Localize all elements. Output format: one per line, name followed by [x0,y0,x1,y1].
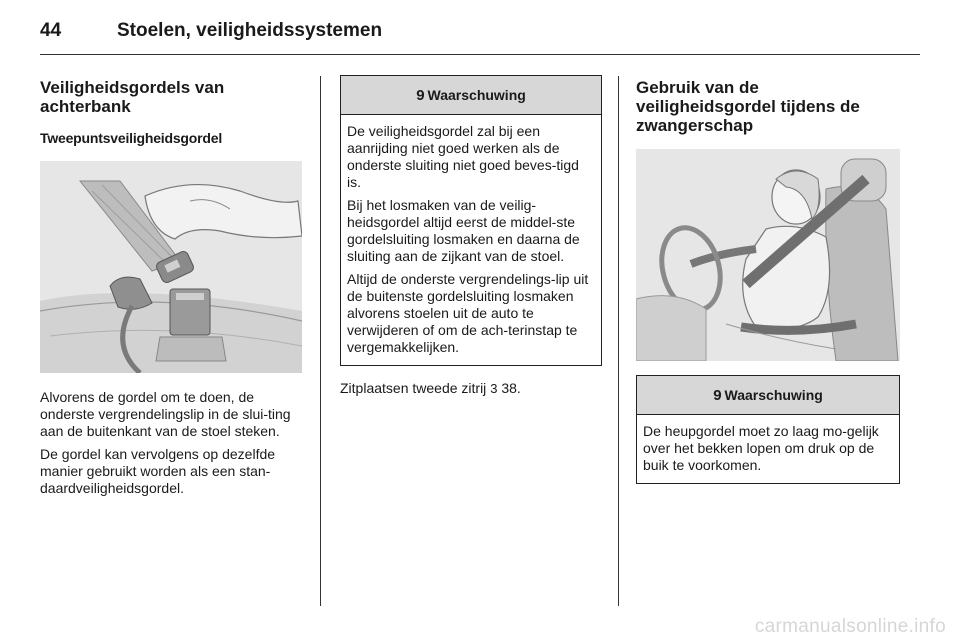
warning-paragraph: De heupgordel moet zo laag mo-gelijk over het bekken lopen om druk op de buik te voorkomen. [643,423,879,473]
column-pregnancy [636,78,900,484]
column-rear-seat-belts [40,78,302,503]
warning-box-rear-belt [340,75,602,366]
column-divider-2 [618,76,619,606]
header-rule [40,54,920,55]
warning-header [637,376,899,415]
two-point-belt-illustration [40,161,302,373]
page-title: Stoelen, veiligheidssystemen [117,20,383,41]
cross-reference [340,380,602,397]
watermark: carmanualsonline.info [754,616,946,637]
reference-arrow-icon: 3 [490,381,498,396]
subheading-two-point-belt: Tweepuntsveiligheidsgordel [40,130,223,146]
page-number: 44 [40,20,62,41]
pregnancy-belt-illustration [636,149,900,361]
section-heading-pregnancy: Gebruik van de veiligheidsgordel tijdens de zwangerschap [636,78,860,135]
warning-paragraph: De veiligheidsgordel zal bij een aanrijding niet goed werken als de onderste sluiting niet goed beves-tigd is. [347,123,579,190]
pregnant-driver-drawing [636,149,900,361]
warning-triangle-icon: 9 [416,86,425,104]
warning-triangle-icon: 9 [713,386,722,404]
reference-page[interactable]: 38. [501,380,521,396]
warning-title: Waarschuwing [724,387,823,403]
section-heading-rear-belts: Veiligheidsgordels van achterbank [40,78,225,116]
page-header [40,16,920,56]
paragraph-use-standard: De gordel kan vervolgens op dezelfde manier gebruikt worden als een stan-daardveiligheidsgordel. [40,446,276,496]
paragraph-insert-tongue: Alvorens de gordel om te doen, de onderste vergrendelingslip in de slui-ting aan de buitenkant van de stoel steken. [40,389,291,439]
warning-box-pregnancy [636,375,900,484]
column-warning-rear [340,75,602,403]
warning-body [637,415,899,483]
reference-text: Zitplaatsen tweede zitrij [340,380,487,396]
warning-body [341,115,601,365]
column-divider-1 [320,76,321,606]
col1-text [40,389,302,497]
warning-title: Waarschuwing [427,87,526,103]
warning-paragraph: Bij het losmaken van de veilig-heidsgordel altijd eerst de middel-ste gordelsluiting losmaken en daarna de sluiting aan de zijkant van de stoel. [347,197,580,264]
warning-paragraph: Altijd de onderste vergrendelings-lip uit de buitenste gordelsluiting losmaken alvorens stoelen uit de auto te verwijderen of om de ach-terinstap te vergemakkelijken. [347,271,589,355]
belt-buckle-drawing [40,161,302,373]
warning-header [341,76,601,115]
